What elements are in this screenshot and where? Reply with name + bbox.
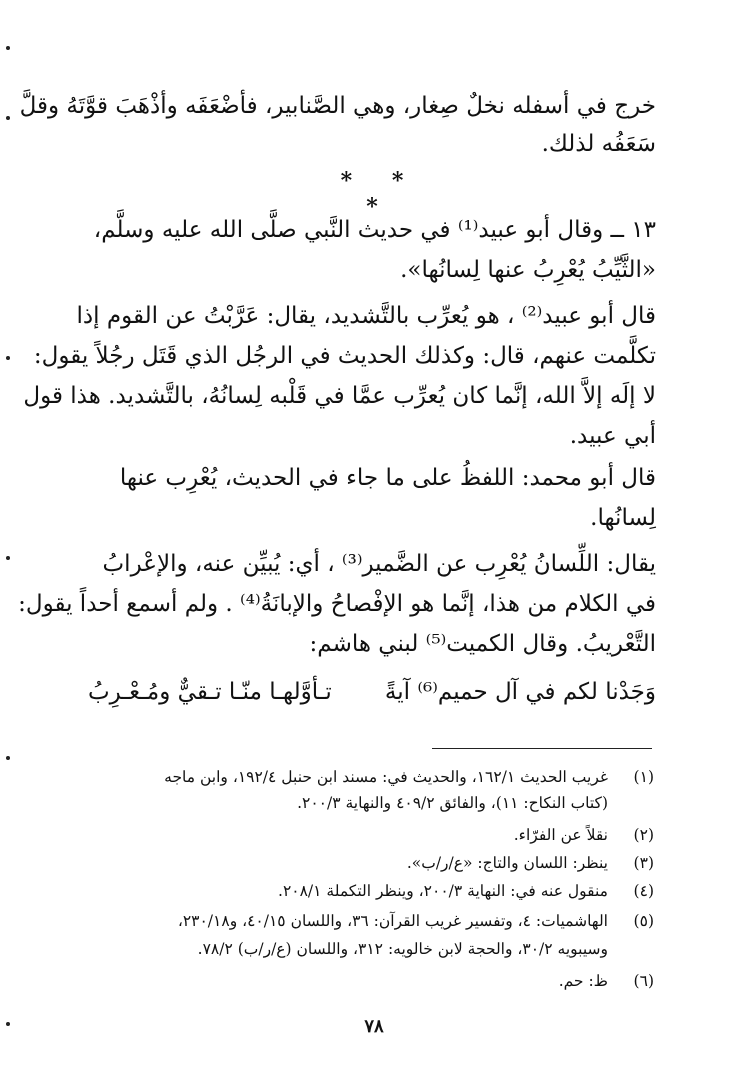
margin-mark	[6, 756, 10, 760]
footnote-number: (٢)	[633, 826, 654, 844]
footnote-number: (١)	[633, 768, 654, 786]
margin-mark	[6, 556, 10, 560]
text-line: سَعَفُه لذلك.	[541, 131, 656, 157]
page-number: ٧٨	[364, 1016, 384, 1037]
poem-first-hemistich: وَجَدْنا لكم في آل حميم⁽⁶⁾ آيةً	[384, 679, 656, 705]
text-line: خرج في أسفله نخلٌ صِغار، وهي الصَّنابير، فأضْعَفَه وأذْهَبَ قوَّتَهُ وقلَّ	[19, 93, 656, 119]
text-line: في الكلام من هذا، إنَّما هو الإفْصاحُ والإبانَةُ⁽⁴⁾ . ولم أسمع أحداً يقول:	[18, 591, 656, 617]
footnote-text: وسيبويه ٣٠/٢، والحجة لابن خالويه: ٣١٢، واللسان (ع/ر/ب) ٧٨/٢.	[197, 940, 608, 958]
footnote-rule	[432, 748, 652, 749]
margin-mark	[6, 116, 10, 120]
footnote-number: (٣)	[633, 854, 654, 872]
footnote-number: (٦)	[633, 972, 654, 990]
footnote-text: غريب الحديث ١٦٢/١، والحديث في: مسند ابن حنبل ١٩٢/٤، وابن ماجه	[164, 768, 608, 786]
footnote-text: (كتاب النكاح: ١١)، والفائق ٤٠٩/٢ والنهاية ٢٠٠/٣.	[297, 794, 608, 812]
footnote-number: (٤)	[633, 882, 654, 900]
footnote-text: ظ: حم.	[558, 972, 608, 990]
text-line: قال أبو محمد: اللفظُ على ما جاء في الحديث، يُعْرِب عنها	[119, 465, 656, 491]
poem-second-hemistich: تـأوَّلهـا منّـا تـقيٌّ ومُـعْـرِبُ	[88, 679, 332, 705]
text-line: لِسانُها.	[590, 505, 656, 531]
margin-mark	[6, 46, 10, 50]
footnote-text: منقول عنه في: النهاية ٢٠٠/٣، وينظر التكملة ٢٠٨/١.	[278, 882, 608, 900]
text-line: «الثَّيِّبُ يُعْرِبُ عنها لِسانُها».	[400, 257, 656, 283]
text-line: أبي عبيد.	[569, 423, 656, 449]
margin-mark	[6, 1022, 10, 1026]
footnote-text: الهاشميات: ٤، وتفسير غريب القرآن: ٣٦، واللسان ٤٠/١٥، و٢٣٠/١٨،	[177, 912, 608, 930]
text-line: يقال: اللِّسانُ يُعْرِب عن الضَّمير⁽³⁾ ، أي: يُبيِّن عنه، والإعْرابُ	[102, 551, 656, 577]
text-line: التَّعْريبُ. وقال الكميت⁽⁵⁾ لبني هاشم:	[309, 631, 656, 657]
footnote-number: (٥)	[633, 912, 654, 930]
section-separator: * * *	[340, 168, 420, 220]
text-line: قال أبو عبيد⁽²⁾ ، هو يُعرِّب بالتَّشديد، يقال: عَرَّبْتُ عن القوم إذا	[76, 303, 656, 329]
text-line: لا إلَه إلاَّ الله، إنَّما كان يُعرِّب عمَّا في قَلْبه لِسانُهُ، بالتَّشديد. هذا قول	[23, 383, 656, 409]
text-line: تكلَّمت عنهم، قال: وكذلك الحديث في الرجُل الذي قَتَل رجُلاً يقول:	[33, 343, 656, 369]
footnote-text: نقلاً عن الفرّاء.	[513, 826, 608, 844]
footnote-text: ينظر: اللسان والتاج: «ع/ر/ب».	[406, 854, 608, 872]
margin-mark	[6, 356, 10, 360]
text-line: ١٣ ــ وقال أبو عبيد⁽¹⁾ في حديث النَّبي صلَّى الله عليه وسلَّم،	[93, 217, 656, 243]
